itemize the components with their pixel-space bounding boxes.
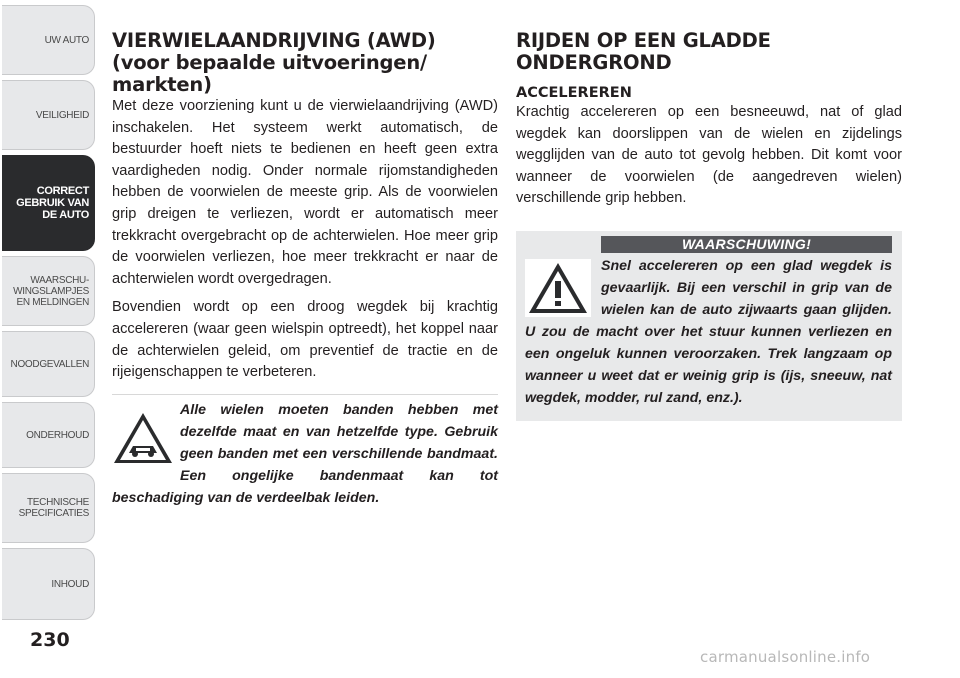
section-heading-slippery: RIJDEN OP EEN GLADDE ONDERGROND <box>516 29 771 74</box>
tab-technische-specificaties[interactable] <box>2 473 95 543</box>
left-column <box>112 30 498 509</box>
warning-box <box>516 231 902 421</box>
awd-paragraph-2: Bovendien wordt op een droog wegdek bij krachtig accelereren (waar geen wielspin optreedt), het koppel naar de achterwielen geleid, om preventief de tractie en de rijeigenschappen te verbeteren. <box>112 299 498 381</box>
watermark: carmanualsonline.info <box>700 648 871 666</box>
tab-waarschuwingslampjes[interactable] <box>2 256 95 326</box>
tab-inhoud[interactable] <box>2 548 95 620</box>
tab-noodgevallen[interactable] <box>2 331 95 397</box>
tab-label: ONDERHOUD <box>26 429 89 441</box>
tab-label: TECHNISCHE SPECIFICATIES <box>18 497 89 519</box>
section-heading-awd: VIERWIELAANDRIJVING (AWD) (voor bepaalde uitvoeringen/ markten) <box>112 29 436 96</box>
tab-veiligheid[interactable] <box>2 80 95 150</box>
warning-car-icon <box>112 411 174 465</box>
tab-label: CORRECT GEBRUIK VAN DE AUTO <box>16 185 89 221</box>
awd-paragraph-1: Met deze voorziening kunt u de vierwielaandrijving (AWD) inschakelen. Het systeem werkt automatisch, de bestuurder hoeft niets te bedienen en heeft geen extra vaardigheden nodig. Onder normale rijomstandigheden hebben de voorwielen de meeste grip. Als de voorwielen grip dreigen te verliezen, wordt er automatisch meer trekkracht overgebracht op de achterwielen. Hoe meer grip de voorwielen verliezen, hoe meer trekkracht er naar de achterwielen wordt overgedragen. <box>112 98 498 287</box>
tab-onderhoud[interactable] <box>2 402 95 468</box>
chapter-tabs <box>0 0 98 678</box>
tab-correct-gebruik[interactable] <box>2 155 95 251</box>
tab-label: WAARSCHU- WINGSLAMPJES EN MELDINGEN <box>13 274 89 308</box>
subheading-accelereren: ACCELEREREN <box>516 85 632 101</box>
tab-uw-auto[interactable] <box>2 5 95 75</box>
warning-text: Snel accelereren op een glad wegdek is gevaarlijk. Bij een verschil in grip van de wielen kan de auto zijwaarts gaan glijden. U zou de macht over het stuur kunnen verliezen en een ongeluk kunnen veroorzaken. Trek langzaam op wanneer u weet dat er weinig grip is (ijs, sneeuw, nat wegdek, modder, rul zand, enz.). <box>525 257 892 406</box>
warning-triangle-icon <box>525 259 591 317</box>
tyre-note-text: Alle wielen moeten banden hebben met dezelfde maat en van hetzelfde type. Gebruik geen banden met een verschillende bandmaat. Een ongelijke bandenmaat kan tot beschadiging van de verdeelbak leiden. <box>112 401 498 506</box>
tyre-note <box>112 394 498 509</box>
warning-title: WAARSCHUWING! <box>601 236 892 253</box>
page-number: 230 <box>30 629 70 651</box>
right-column <box>516 30 902 421</box>
tab-label: INHOUD <box>51 578 89 590</box>
tab-label: UW AUTO <box>44 34 89 46</box>
accelereren-paragraph: Krachtig accelereren op een besneeuwd, nat of glad wegdek kan doorslippen van de wielen en zijdelings wegglijden van de auto tot gevolg hebben. Dit komt voor wanneer de voorwielen (de aangedreven wielen) verschillende grip hebben. <box>516 104 902 207</box>
tab-label: NOODGEVALLEN <box>10 358 89 370</box>
tab-label: VEILIGHEID <box>35 109 89 121</box>
